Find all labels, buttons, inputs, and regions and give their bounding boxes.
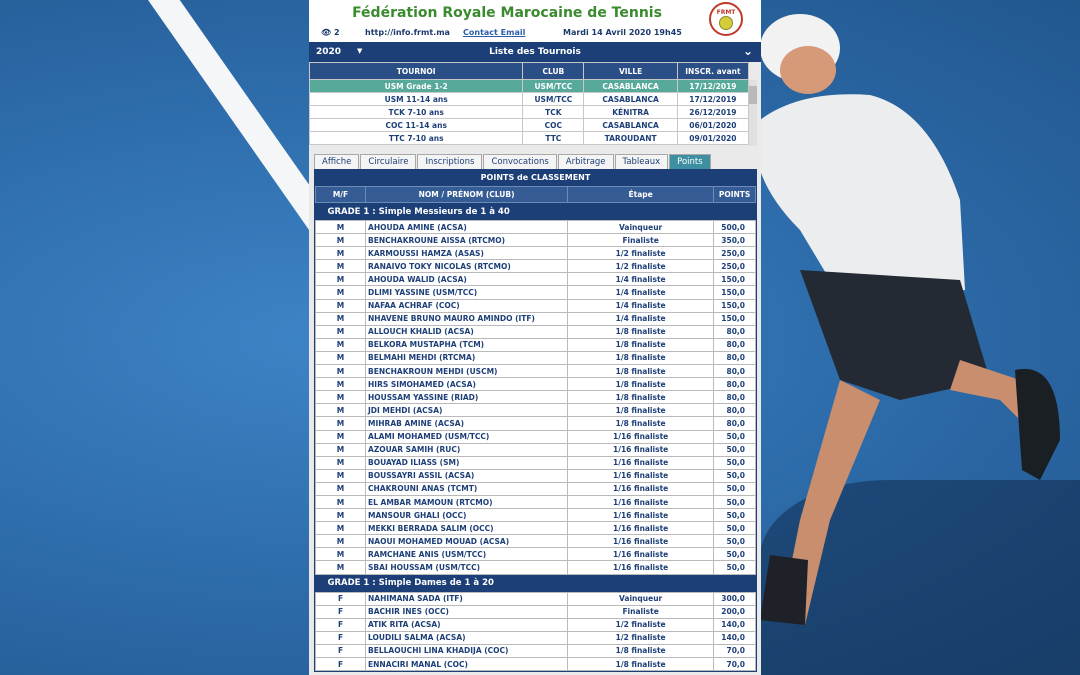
points-cell: 80,0 [714, 391, 756, 404]
tournament-row[interactable] [310, 132, 749, 145]
player-name-cell: ENNACIRI MANAL (COC) [366, 658, 568, 671]
stage-cell: 1/8 finaliste [568, 338, 714, 351]
grade-header-row [316, 203, 756, 221]
points-cell: 80,0 [714, 351, 756, 364]
points-row [316, 456, 756, 469]
points-row [316, 631, 756, 644]
player-name-cell: NHAVENE BRUNO MAURO AMINDO (ITF) [366, 312, 568, 325]
points-row [316, 618, 756, 631]
tournament-list-bar[interactable] [309, 42, 761, 62]
player-name-cell: BELLAOUCHI LINA KHADIJA (COC) [366, 644, 568, 657]
tab-tableaux[interactable]: Tableaux [615, 154, 669, 169]
tournament-column-header[interactable]: TOURNOI [310, 63, 523, 80]
gender-cell: M [316, 234, 366, 247]
points-cell: 50,0 [714, 509, 756, 522]
points-row [316, 522, 756, 535]
points-row [316, 443, 756, 456]
points-row [316, 535, 756, 548]
player-name-cell: CHAKROUNI ANAS (TCMT) [366, 482, 568, 495]
stage-cell: 1/8 finaliste [568, 391, 714, 404]
gender-cell: M [316, 443, 366, 456]
gender-cell: F [316, 658, 366, 671]
gender-cell: M [316, 430, 366, 443]
gender-cell: M [316, 522, 366, 535]
tournament-cell: CASABLANCA [584, 80, 677, 93]
tab-points[interactable]: Points [669, 154, 711, 169]
stage-cell: 1/8 finaliste [568, 351, 714, 364]
logo-text: FRMT [716, 8, 736, 16]
points-row [316, 273, 756, 286]
stage-cell: Finaliste [568, 234, 714, 247]
points-cell: 300,0 [714, 592, 756, 605]
points-row [316, 561, 756, 574]
gender-cell: M [316, 273, 366, 286]
points-cell: 250,0 [714, 260, 756, 273]
gender-cell: M [316, 338, 366, 351]
points-row [316, 404, 756, 417]
view-count: 2 [334, 28, 340, 37]
gender-cell: M [316, 469, 366, 482]
points-cell: 50,0 [714, 522, 756, 535]
points-cell: 80,0 [714, 338, 756, 351]
player-name-cell: AHOUDA WALID (ACSA) [366, 273, 568, 286]
points-cell: 500,0 [714, 221, 756, 234]
tournament-cell: CASABLANCA [584, 119, 677, 132]
chevron-down-icon[interactable]: ⌄ [742, 44, 753, 58]
tennis-player-photo [760, 0, 1080, 675]
points-row [316, 338, 756, 351]
tournament-cell: KÉNITRA [584, 106, 677, 119]
tournament-cell: TTC [523, 132, 584, 145]
points-cell: 150,0 [714, 286, 756, 299]
player-name-cell: JDI MEHDI (ACSA) [366, 404, 568, 417]
contact-email-link[interactable]: Contact Email [463, 28, 526, 37]
points-cell: 80,0 [714, 417, 756, 430]
player-name-cell: BOUSSAYRI ASSIL (ACSA) [366, 469, 568, 482]
points-cell: 50,0 [714, 548, 756, 561]
tournament-panel [309, 0, 761, 675]
player-name-cell: BACHIR INES (OCC) [366, 605, 568, 618]
points-row [316, 509, 756, 522]
points-table [315, 186, 756, 671]
player-name-cell: ALAMI MOHAMED (USM/TCC) [366, 430, 568, 443]
gender-cell: M [316, 247, 366, 260]
scrollbar-thumb[interactable] [749, 86, 757, 104]
stage-cell: 1/4 finaliste [568, 299, 714, 312]
gender-cell: M [316, 417, 366, 430]
gender-cell: M [316, 312, 366, 325]
stage-cell: 1/16 finaliste [568, 495, 714, 508]
stage-cell: 1/16 finaliste [568, 548, 714, 561]
points-cell: 250,0 [714, 247, 756, 260]
gender-cell: M [316, 495, 366, 508]
tournament-cell: 26/12/2019 [677, 106, 748, 119]
stage-cell: 1/2 finaliste [568, 618, 714, 631]
tab-affiche[interactable]: Affiche [314, 154, 359, 169]
points-row [316, 482, 756, 495]
stage-cell: Finaliste [568, 605, 714, 618]
tab-convocations[interactable]: Convocations [483, 154, 556, 169]
gender-cell: F [316, 644, 366, 657]
points-cell: 50,0 [714, 495, 756, 508]
points-title: POINTS de CLASSEMENT [480, 173, 591, 182]
points-row [316, 605, 756, 618]
player-name-cell: MIHRAB AMINE (ACSA) [366, 417, 568, 430]
tournament-cell: COC [523, 119, 584, 132]
points-row [316, 430, 756, 443]
tournament-cell: 09/01/2020 [677, 132, 748, 145]
tournament-list-label: Liste des Tournois [489, 47, 581, 57]
stage-cell: 1/16 finaliste [568, 535, 714, 548]
points-row [316, 247, 756, 260]
stage-cell: 1/8 finaliste [568, 365, 714, 378]
player-name-cell: BENCHAKROUN MEHDI (USCM) [366, 365, 568, 378]
points-cell: 140,0 [714, 631, 756, 644]
player-name-cell: RANAIVO TOKY NICOLAS (RTCMO) [366, 260, 568, 273]
gender-cell: M [316, 548, 366, 561]
page-title: Fédération Royale Marocaine de Tennis [352, 5, 662, 21]
points-row [316, 644, 756, 657]
tournament-column-header[interactable]: CLUB [523, 63, 584, 80]
player-name-cell: DLIMI YASSINE (USM/TCC) [366, 286, 568, 299]
player-name-cell: BELKORA MUSTAPHA (TCM) [366, 338, 568, 351]
player-name-cell: ALLOUCH KHALID (ACSA) [366, 325, 568, 338]
points-cell: 50,0 [714, 482, 756, 495]
tournament-cell: TCK 7-10 ans [310, 106, 523, 119]
current-date: Mardi 14 Avril 2020 19h45 [563, 28, 682, 37]
stage-cell: Vainqueur [568, 221, 714, 234]
stage-cell: 1/2 finaliste [568, 260, 714, 273]
gender-cell: M [316, 351, 366, 364]
player-name-cell: AZOUAR SAMIH (RUC) [366, 443, 568, 456]
tournament-cell: CASABLANCA [584, 93, 677, 106]
stage-cell: 1/16 finaliste [568, 561, 714, 574]
stage-cell: 1/8 finaliste [568, 404, 714, 417]
gender-cell: F [316, 592, 366, 605]
points-row [316, 260, 756, 273]
player-name-cell: LOUDILI SALMA (ACSA) [366, 631, 568, 644]
gender-cell: M [316, 221, 366, 234]
points-cell: 350,0 [714, 234, 756, 247]
tournament-cell: USM Grade 1-2 [310, 80, 523, 93]
stage-cell: 1/16 finaliste [568, 522, 714, 535]
points-row [316, 234, 756, 247]
gender-cell: M [316, 325, 366, 338]
stage-cell: 1/8 finaliste [568, 417, 714, 430]
points-cell: 50,0 [714, 456, 756, 469]
points-cell: 50,0 [714, 430, 756, 443]
gender-cell: F [316, 618, 366, 631]
points-cell: 70,0 [714, 644, 756, 657]
player-name-cell: AHOUDA AMINE (ACSA) [366, 221, 568, 234]
stage-cell: 1/8 finaliste [568, 658, 714, 671]
header-info [317, 28, 761, 40]
tab-inscriptions[interactable]: Inscriptions [417, 154, 482, 169]
points-cell: 200,0 [714, 605, 756, 618]
points-row [316, 417, 756, 430]
stage-cell: 1/16 finaliste [568, 482, 714, 495]
gender-cell: F [316, 631, 366, 644]
gender-cell: M [316, 299, 366, 312]
stage-cell: 1/4 finaliste [568, 273, 714, 286]
player-name-cell: KARMOUSSI HAMZA (ASAS) [366, 247, 568, 260]
gender-cell: M [316, 535, 366, 548]
player-name-cell: NAHIMANA SADA (ITF) [366, 592, 568, 605]
tournament-table [309, 62, 749, 145]
points-column-header: NOM / PRÉNOM (CLUB) [366, 187, 568, 203]
points-row [316, 391, 756, 404]
gender-cell: M [316, 365, 366, 378]
tournament-cell: COC 11-14 ans [310, 119, 523, 132]
points-cell: 140,0 [714, 618, 756, 631]
player-name-cell: SBAI HOUSSAM (USM/TCC) [366, 561, 568, 574]
points-column-header: POINTS [714, 187, 756, 203]
stage-cell: 1/8 finaliste [568, 644, 714, 657]
tournament-cell: 17/12/2019 [677, 93, 748, 106]
points-row [316, 378, 756, 391]
points-cell: 150,0 [714, 312, 756, 325]
points-cell: 50,0 [714, 469, 756, 482]
points-row [316, 469, 756, 482]
tournament-row[interactable] [310, 106, 749, 119]
tab-circulaire[interactable]: Circulaire [360, 154, 416, 169]
player-name-cell: BOUAYAD ILIASS (SM) [366, 456, 568, 469]
points-cell: 80,0 [714, 325, 756, 338]
site-url: http://info.frmt.ma [365, 28, 450, 37]
year-select[interactable]: 2020 [316, 47, 342, 57]
player-name-cell: NAFAA ACHRAF (COC) [366, 299, 568, 312]
gender-cell: F [316, 605, 366, 618]
player-name-cell: MANSOUR GHALI (OCC) [366, 509, 568, 522]
player-name-cell: EL AMBAR MAMOUN (RTCMO) [366, 495, 568, 508]
stage-cell: 1/4 finaliste [568, 312, 714, 325]
points-row [316, 325, 756, 338]
stage-cell: 1/16 finaliste [568, 469, 714, 482]
gender-cell: M [316, 404, 366, 417]
points-cell: 80,0 [714, 365, 756, 378]
points-cell: 50,0 [714, 443, 756, 456]
stage-cell: 1/8 finaliste [568, 325, 714, 338]
stage-cell: 1/16 finaliste [568, 430, 714, 443]
stage-cell: 1/4 finaliste [568, 286, 714, 299]
points-panel [314, 169, 757, 672]
tournament-cell: TTC 7-10 ans [310, 132, 523, 145]
gender-cell: M [316, 456, 366, 469]
points-cell: 70,0 [714, 658, 756, 671]
points-row [316, 299, 756, 312]
points-row [316, 495, 756, 508]
tournament-cell: USM/TCC [523, 93, 584, 106]
gender-cell: M [316, 509, 366, 522]
points-row [316, 312, 756, 325]
tournament-row[interactable] [310, 93, 749, 106]
player-name-cell: ATIK RITA (ACSA) [366, 618, 568, 631]
points-row [316, 365, 756, 378]
eye-icon: 👁 [321, 28, 332, 37]
tournament-cell: USM/TCC [523, 80, 584, 93]
tournament-cell: USM 11-14 ans [310, 93, 523, 106]
grade-title: GRADE 1 : Simple Messieurs de 1 à 40 [316, 203, 756, 221]
tournament-cell: TAROUDANT [584, 132, 677, 145]
gender-cell: M [316, 561, 366, 574]
points-row [316, 592, 756, 605]
tab-arbitrage[interactable]: Arbitrage [558, 154, 614, 169]
tournament-scrollbar[interactable] [749, 80, 757, 146]
gender-cell: M [316, 286, 366, 299]
points-cell: 150,0 [714, 299, 756, 312]
points-row [316, 221, 756, 234]
year-dropdown-icon[interactable]: ▼ [357, 47, 363, 55]
points-cell: 80,0 [714, 404, 756, 417]
stage-cell: 1/8 finaliste [568, 378, 714, 391]
stage-cell: 1/2 finaliste [568, 631, 714, 644]
tournament-row[interactable] [310, 80, 749, 93]
points-row [316, 658, 756, 671]
tournament-cell: 06/01/2020 [677, 119, 748, 132]
tournament-cell: 17/12/2019 [677, 80, 748, 93]
stage-cell: 1/16 finaliste [568, 443, 714, 456]
tournament-column-header[interactable]: VILLE [584, 63, 677, 80]
points-cell: 80,0 [714, 378, 756, 391]
tournament-cell: TCK [523, 106, 584, 119]
gender-cell: M [316, 482, 366, 495]
points-row [316, 286, 756, 299]
player-name-cell: NAOUI MOHAMED MOUAD (ACSA) [366, 535, 568, 548]
tab-bar [314, 154, 712, 169]
stage-cell: Vainqueur [568, 592, 714, 605]
tournament-column-header[interactable]: INSCR. avant [677, 63, 748, 80]
points-column-header: M/F [316, 187, 366, 203]
gender-cell: M [316, 260, 366, 273]
points-row [316, 548, 756, 561]
stage-cell: 1/2 finaliste [568, 247, 714, 260]
points-cell: 50,0 [714, 561, 756, 574]
stage-cell: 1/16 finaliste [568, 509, 714, 522]
gender-cell: M [316, 391, 366, 404]
player-name-cell: HIRS SIMOHAMED (ACSA) [366, 378, 568, 391]
points-column-header: Étape [568, 187, 714, 203]
player-name-cell: BELMAHI MEHDI (RTCMA) [366, 351, 568, 364]
stage-cell: 1/16 finaliste [568, 456, 714, 469]
player-name-cell: BENCHAKROUNE AISSA (RTCMO) [366, 234, 568, 247]
grade-header-row [316, 574, 756, 592]
player-name-cell: RAMCHANE ANIS (USM/TCC) [366, 548, 568, 561]
tournament-row[interactable] [310, 119, 749, 132]
player-name-cell: MEKKI BERRADA SALIM (OCC) [366, 522, 568, 535]
grade-title: GRADE 1 : Simple Dames de 1 à 20 [316, 574, 756, 592]
header [309, 0, 761, 42]
points-cell: 50,0 [714, 535, 756, 548]
player-name-cell: HOUSSAM YASSINE (RIAD) [366, 391, 568, 404]
points-cell: 150,0 [714, 273, 756, 286]
points-row [316, 351, 756, 364]
gender-cell: M [316, 378, 366, 391]
